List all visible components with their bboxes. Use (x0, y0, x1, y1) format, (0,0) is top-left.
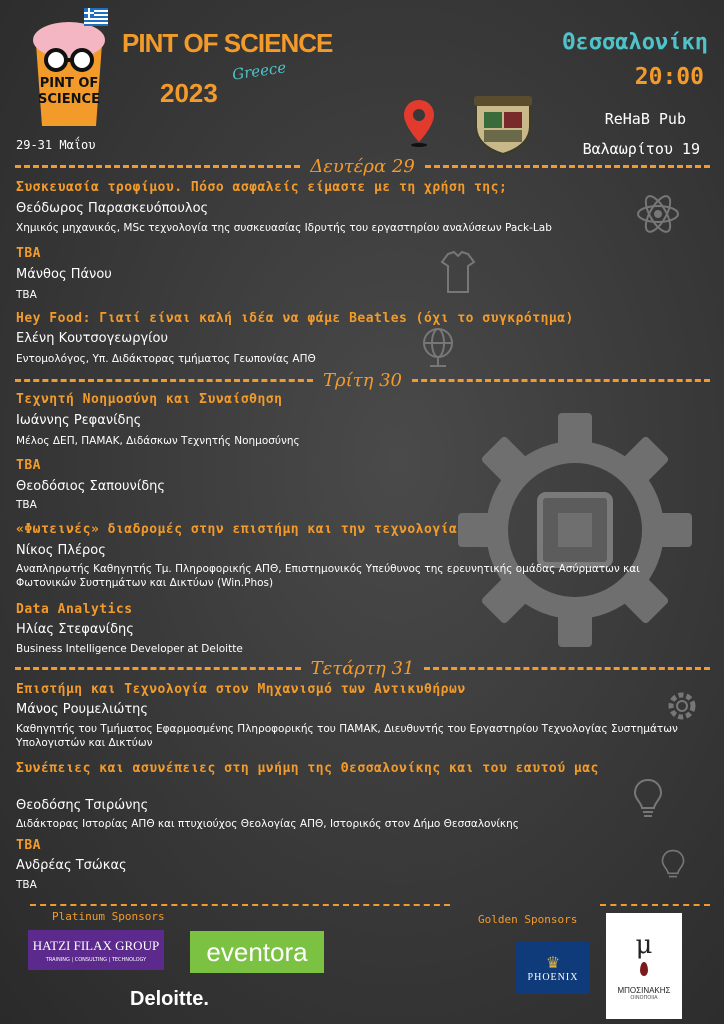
tshirt-icon (440, 250, 476, 294)
talk-title: «Φωτεινές» διαδρομές στην επιστήμη και την τεχνολογία (16, 522, 458, 537)
globe-icon (418, 325, 458, 369)
speaker-name: Θεοδόσιος Σαπουνίδης (16, 479, 166, 494)
event-dates: 29-31 Μαΐου (16, 138, 96, 152)
logo-text: PINT OF SCIENCE (38, 76, 100, 107)
speaker-name: Θεόδωρος Παρασκευόπουλος (16, 201, 209, 216)
day-divider (15, 370, 710, 390)
pint-glass-logo (26, 14, 112, 132)
lightbulb-icon (660, 848, 686, 884)
mposinakis-name: ΜΠΟΣΙΝΑΚΗΣ (617, 985, 671, 995)
event-time: 20:00 (634, 64, 704, 90)
talk-title: Συνέπειες και ασυνέπειες στη μνήμη της Θεσσαλονίκης και του εαυτού μας (16, 761, 599, 776)
platinum-sponsors-label: Platinum Sponsors (52, 910, 165, 923)
speaker-desc: Αναπληρωτής Καθηγητής Τμ. Πληροφορικής ΑΠΘ, Επιστημονικός Υπεύθυνος της ερευνητικής ομάδας Ασύρματων και Φωτονικών Συστημάτων και Δικτύων (Win.Phos) (16, 563, 640, 589)
wine-drop-icon (640, 962, 648, 976)
talk-title: TBA (16, 246, 41, 261)
speaker-desc: Διδάκτορας Ιστορίας ΑΠΘ και πτυχιούχος Θεολογίας ΑΠΘ, Ιστορικός στον Δήμο Θεσσαλονίκης (16, 818, 519, 830)
day-title: Δευτέρα 29 (310, 155, 415, 177)
talk-title: Τεχνητή Νοημοσύνη και Συναίσθηση (16, 392, 283, 407)
event-year: 2023 (160, 78, 218, 108)
talk-title: Επιστήμη και Τεχνολογία στον Μηχανισμό των Αντικυθήρων (16, 682, 466, 697)
talk-title: Συσκευασία τροφίμου. Πόσο ασφαλείς είμαστε με τη χρήση της; (16, 180, 508, 195)
small-gear-icon (662, 686, 702, 726)
day-divider (15, 658, 710, 678)
greek-flag-icon (84, 8, 108, 26)
speaker-desc: TBA (16, 499, 37, 511)
mposinakis-mark: μ (635, 929, 653, 960)
hatzi-filax-name: HATZI FILAX GROUP (32, 937, 160, 953)
mposinakis-tagline: ΟΙΝΟΠΟΙΙΑ (630, 994, 658, 1001)
day-title: Τρίτη 30 (323, 369, 403, 391)
speaker-name: Ιωάννης Ρεφανίδης (16, 413, 142, 428)
phoenix-logo (516, 942, 590, 994)
speaker-name: Ηλίας Στεφανίδης (16, 622, 134, 637)
talk-title: TBA (16, 838, 41, 853)
phoenix-name: PHOENIX (527, 971, 579, 983)
speaker-name: Ανδρέας Τσώκας (16, 858, 127, 873)
golden-sponsors-label: Golden Sponsors (478, 913, 578, 926)
gear-chip-icon (440, 395, 710, 665)
talk-title: Data Analytics (16, 602, 133, 617)
eventora-name: eventora (206, 936, 308, 967)
speaker-name: Θεοδόσης Τσιρώνης (16, 798, 149, 813)
hatzi-filax-tagline: TRAINING | CONSULTING | TECHNOLOGY (45, 956, 147, 963)
speaker-desc: Χημικός μηχανικός, MSc τεχνολογία της συσκευασίας Ιδρυτής του εργαστηρίου αναλύσεων Pack-Lab (16, 222, 552, 234)
location-pin-icon (402, 98, 436, 148)
talk-title: TBA (16, 458, 41, 473)
deloitte-logo: Deloitte. (130, 988, 209, 1010)
speaker-name: Νίκος Πλέρος (16, 543, 106, 558)
venue-name: ReHaB Pub (604, 110, 686, 128)
venue-address: Βαλαωρίτου 19 (582, 140, 700, 158)
eventora-logo (190, 931, 324, 973)
speaker-name: Μάνθος Πάνου (16, 267, 112, 282)
event-title: PINT OF SCIENCE (122, 28, 333, 58)
lightbulb-icon (632, 777, 664, 821)
hatzi-filax-logo (28, 930, 164, 970)
speaker-name: Ελένη Κουτσογεωργίου (16, 331, 169, 346)
pub-crest-logo (470, 92, 536, 156)
talk-title: Hey Food: Γιατί είναι καλή ιδέα να φάμε Beatles (όχι το συγκρότημα) (16, 311, 574, 326)
mposinakis-logo (606, 913, 682, 1019)
speaker-desc: Business Intelligence Developer at Deloitte (16, 643, 243, 655)
country-label: Greece (231, 58, 288, 84)
speaker-desc: Καθηγητής του Τμήματος Εφαρμοσμένης Πληροφορικής του ΠΑΜΑΚ, Διευθυντής του Εργαστηρίου Τεχνολογίας Συστημάτων Υπολογιστών και Δικτύων (16, 723, 678, 749)
speaker-desc: Μέλος ΔΕΠ, ΠΑΜΑΚ, Διδάσκων Τεχνητής Νοημοσύνης (16, 435, 300, 447)
speaker-name: Μάνος Ρουμελιώτης (16, 702, 149, 717)
speaker-desc: Εντομολόγος, Υπ. Διδάκτορας τμήματος Γεωπονίας ΑΠΘ (16, 353, 316, 365)
pint-of-science-logo (26, 14, 112, 132)
day-title: Τετάρτη 31 (310, 657, 415, 679)
speaker-desc: TBA (16, 289, 37, 301)
day-divider (15, 156, 710, 176)
city-name: Θεσσαλονίκη (562, 30, 708, 55)
sponsors-divider (600, 895, 710, 915)
phoenix-emblem-icon: ♛ (545, 952, 561, 972)
speaker-desc: TBA (16, 879, 37, 891)
